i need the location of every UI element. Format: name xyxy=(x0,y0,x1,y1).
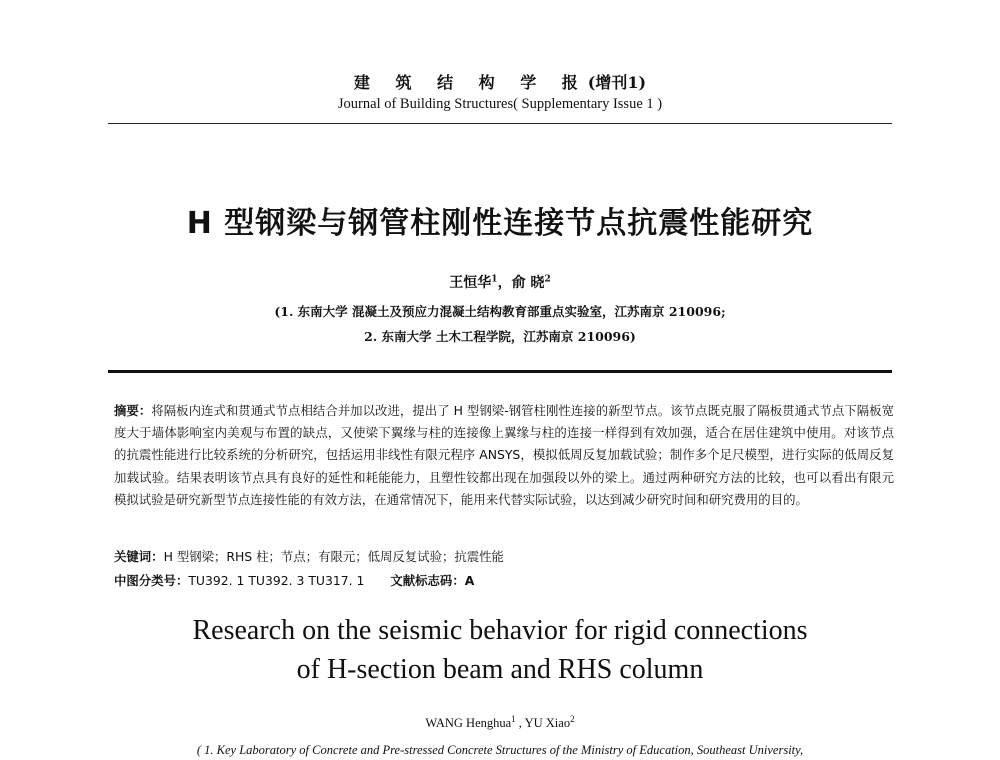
classification-line xyxy=(114,571,474,589)
supplement-label-cn: (增刊1) xyxy=(587,73,647,92)
section-divider xyxy=(108,370,892,373)
authors-en xyxy=(0,713,1000,731)
doc-code-label: 文献标志码： xyxy=(390,573,465,588)
journal-name-cn xyxy=(0,70,1000,93)
author-en-separator: , xyxy=(515,716,525,730)
journal-title-cn: 建 筑 结 构 学 报 xyxy=(353,73,588,92)
keywords-label: 关键词： xyxy=(114,549,164,564)
author-1-affil-mark: 1 xyxy=(491,274,498,285)
paper-title-en-line2: of H-section beam and RHS column xyxy=(296,654,704,685)
header-divider xyxy=(108,123,892,124)
author-2-en: YU Xiao xyxy=(524,716,571,730)
keywords-cn xyxy=(114,547,504,565)
author-1-cn: 王恒华 xyxy=(449,275,492,291)
author-2-en-affil-mark: 2 xyxy=(570,713,575,724)
clc-codes: TU392. 1 TU392. 3 TU317. 1 xyxy=(188,573,365,588)
journal-name-en: Journal of Building Structures( Supplementary Issue 1 ) xyxy=(337,96,663,112)
affiliation-1-cn: (1. 东南大学 混凝土及预应力混凝土结构教育部重点实验室，江苏南京 210096; xyxy=(274,304,726,319)
author-2-affil-mark: 2 xyxy=(544,274,551,285)
author-1-en-affil-mark: 1 xyxy=(511,713,516,724)
abstract-text: 将隔板内连式和贯通式节点相结合并加以改进，提出了 H 型钢梁-钢管柱刚性连接的新型节点。该节点既克服了隔板贯通式节点下隔板宽度大于墙体影响室内美观与布置的缺点，又使梁下翼缘与柱的连接像上翼缘与柱的连接一样得到有效加强，适合在居住建筑中使用。对该节点的抗震性能进行比较系统的分析研究，包括运用非线性有限元程序 ANSYS，模拟低周反复加载试验；制作多个足尺模型，进行实际的低周反复加载试验。结果表明该节点具有良好的延性和耗能能力，且塑性铰都出现在加强段以外的梁上。通过两种研究方法的比较，也可以看出有限元模拟试验是研究新型节点连接性能的有效方法，在通常情况下，能用来代替实际试验，以达到减少研究时间和研究费用的目的。 xyxy=(114,403,894,507)
authors-cn xyxy=(0,272,1000,292)
doc-code: A xyxy=(464,573,475,588)
affiliation-2-cn: 2. 东南大学 土木工程学院，江苏南京 210096) xyxy=(364,329,636,344)
clc-label: 中图分类号： xyxy=(114,573,189,588)
abstract-label: 摘要： xyxy=(114,403,152,418)
affiliation-1-en: ( 1. Key Laboratory of Concrete and Pre-stressed Concrete Structures of the Ministry of Education, Southeast University, xyxy=(196,743,804,757)
keywords-text: H 型钢梁；RHS 柱；节点；有限元；低周反复试验；抗震性能 xyxy=(163,549,504,564)
abstract-cn xyxy=(114,400,894,511)
author-1-en: WANG Henghua xyxy=(425,716,512,730)
paper-title-en-line1: Research on the seismic behavior for rigid connections xyxy=(192,615,808,646)
paper-title-cn: H 型钢梁与钢管柱刚性连接节点抗震性能研究 xyxy=(186,206,814,241)
author-separator: ， xyxy=(497,275,512,291)
author-2-cn: 俞 晓 xyxy=(511,275,545,291)
